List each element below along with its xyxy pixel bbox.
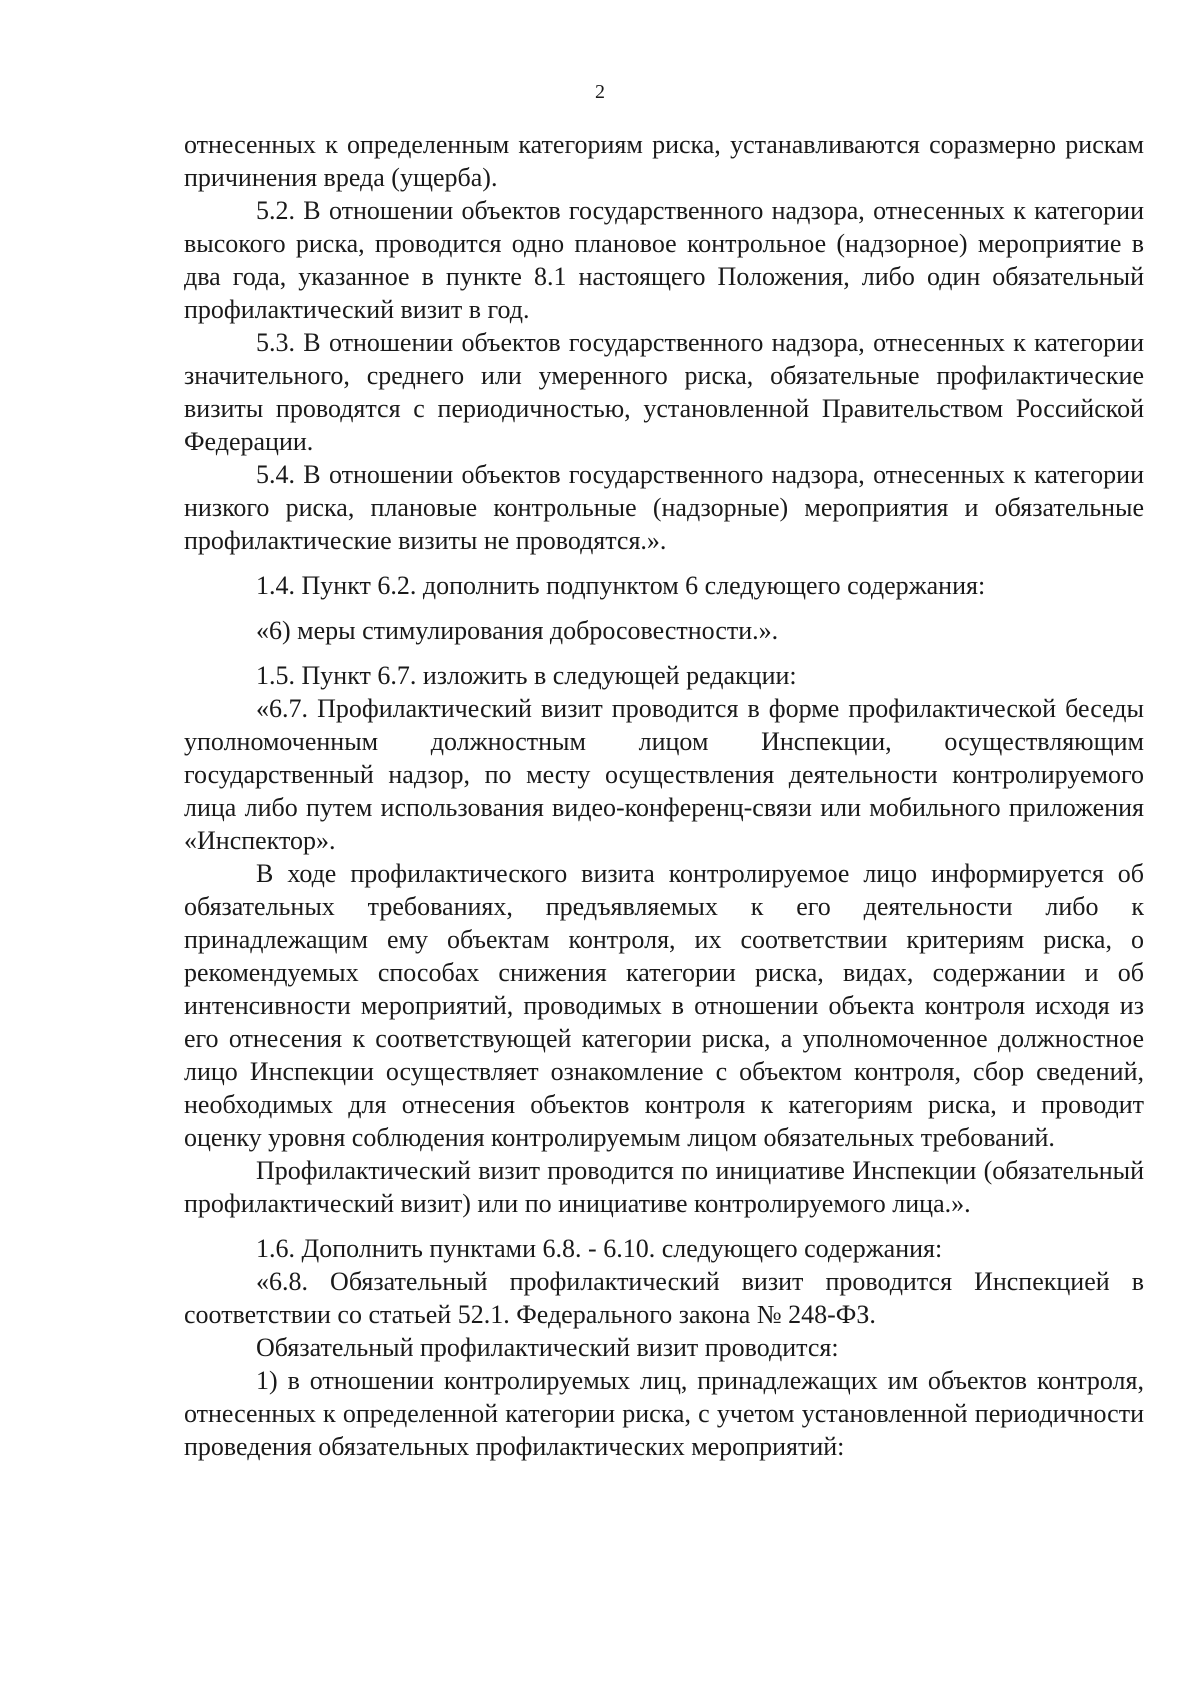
paragraph-1-6: 1.6. Дополнить пунктами 6.8. - 6.10. следующего содержания: [256, 1234, 943, 1263]
document-body [184, 128, 1144, 1463]
paragraph-6-7: «6.7. Профилактический визит проводится в форме профилактической беседы уполномоченным должностным лицом Инспекции, осуществляющим государственный надзор, по месту осуществления деятельности контролируемого лица либо путем использования видео-конференц-связи или мобильного приложения «Инспектор». [184, 694, 1144, 855]
paragraph-1-5: 1.5. Пункт 6.7. изложить в следующей редакции: [256, 661, 797, 690]
paragraph-5-3: 5.3. В отношении объектов государственного надзора, отнесенных к категории значительного, среднего или умеренного риска, обязательные профилактические визиты проводятся с периодичностью, установленной Правительством Российской Федерации. [184, 328, 1144, 456]
paragraph-list-item-1: 1) в отношении контролируемых лиц, принадлежащих им объектов контроля, отнесенных к определенной категории риска, с учетом установленной периодичности проведения обязательных профилактических мероприятий: [184, 1366, 1144, 1461]
paragraph-subpoint-6: «6) меры стимулирования добросовестности.». [256, 616, 779, 645]
paragraph-5-4: 5.4. В отношении объектов государственного надзора, отнесенных к категории низкого риска, плановые контрольные (надзорные) мероприятия и обязательные профилактические визиты не проводятся.». [184, 460, 1144, 555]
page-number: 2 [595, 81, 605, 103]
paragraph-6-8: «6.8. Обязательный профилактический визит проводится Инспекцией в соответствии со статьей 52.1. Федерального закона № 248-ФЗ. [184, 1267, 1144, 1329]
paragraph-continuation: отнесенных к определенным категориям риска, устанавливаются соразмерно рискам причинения вреда (ущерба). [184, 130, 1144, 192]
paragraph-visit-content: В ходе профилактического визита контролируемое лицо информируется об обязательных требованиях, предъявляемых к его деятельности либо к принадлежащим ему объектам контроля, их соответствии критериям риска, о рекомендуемых способах снижения категории риска, видах, содержании и об интенсивности мероприятий, проводимых в отношении объекта контроля исходя из его отнесения к соответствующей категории риска, а уполномоченное должностное лицо Инспекции осуществляет ознакомление с объектом контроля, сбор сведений, необходимых для отнесения объектов контроля к категориям риска, и проводит оценку уровня соблюдения контролируемым лицом обязательных требований. [184, 859, 1144, 1152]
paragraph-5-2: 5.2. В отношении объектов государственного надзора, отнесенных к категории высокого риска, проводится одно плановое контрольное (надзорное) мероприятие в два года, указанное в пункте 8.1 настоящего Положения, либо один обязательный профилактический визит в год. [184, 196, 1144, 324]
paragraph-1-4: 1.4. Пункт 6.2. дополнить подпунктом 6 следующего содержания: [256, 571, 986, 600]
paragraph-visit-initiative: Профилактический визит проводится по инициативе Инспекции (обязательный профилактический визит) или по инициативе контролируемого лица.». [184, 1156, 1144, 1218]
paragraph-mandatory-visit: Обязательный профилактический визит проводится: [256, 1333, 839, 1362]
